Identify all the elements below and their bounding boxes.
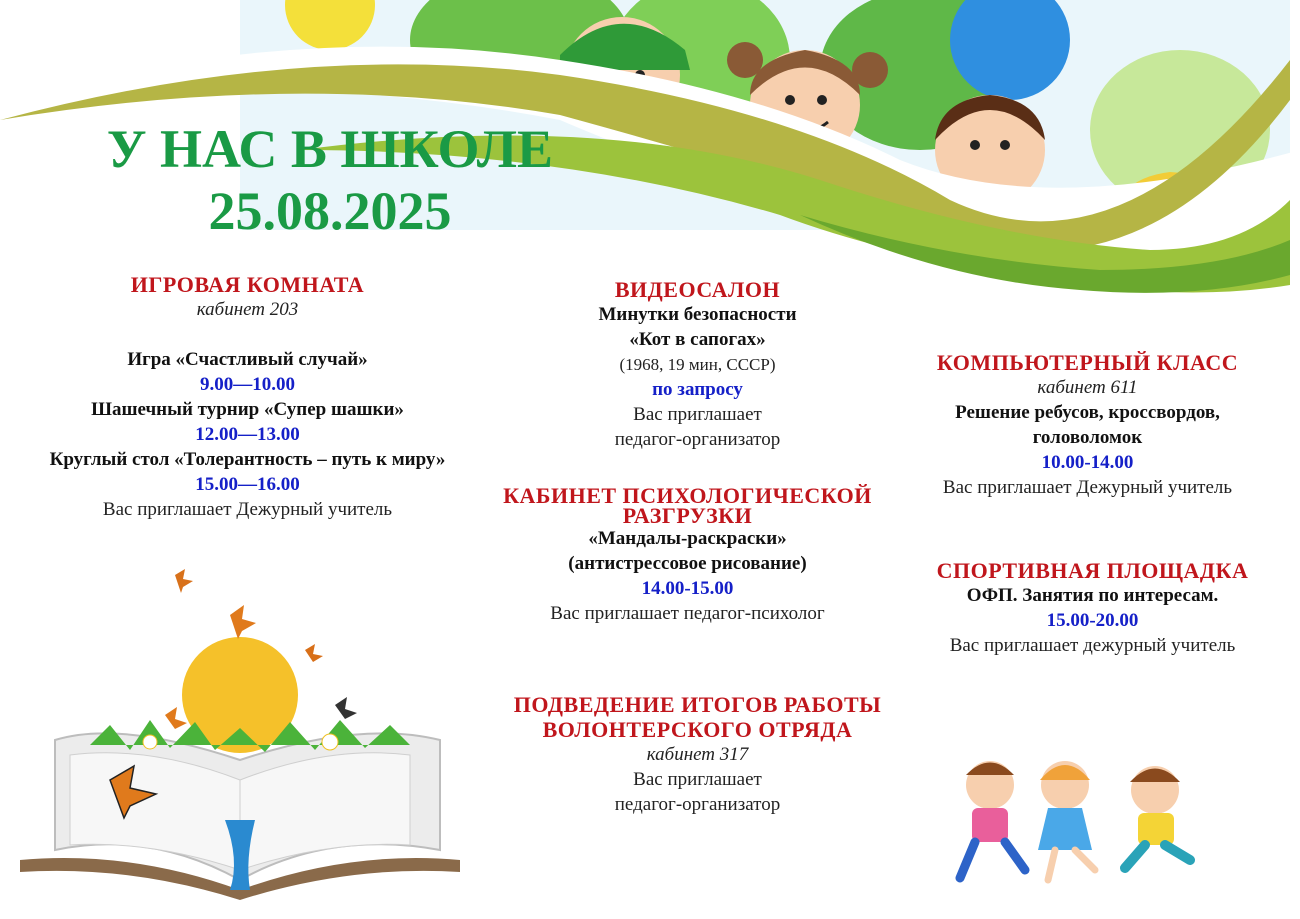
volunteers-section	[495, 692, 900, 817]
event-time: 12.00—13.00	[195, 424, 300, 445]
event-time: 9.00—10.00	[200, 374, 295, 395]
page-title: У НАС В ШКОЛЕ	[106, 119, 554, 179]
computer-class-heading: КОМПЬЮТЕРНЫЙ КЛАСС	[936, 350, 1239, 375]
event-name: Шашечный турнир «Супер шашки»	[91, 399, 404, 420]
game-room-heading: ИГРОВАЯ КОМНАТА	[130, 272, 365, 297]
event-time: 15.00—16.00	[195, 474, 300, 495]
invite-text: педагог-организатор	[614, 429, 781, 450]
film-info: (1968, 19 мин, СССР)	[619, 355, 776, 374]
volunteers-room: кабинет 317	[646, 744, 749, 765]
computer-activity: Решение ребусов, кроссвордов,	[955, 402, 1220, 423]
invite-text: Вас приглашает педагог-психолог	[550, 603, 825, 624]
butterfly-icon	[165, 707, 187, 729]
volunteers-heading: ВОЛОНТЕРСКОГО ОТРЯДА	[542, 717, 853, 742]
psych-activity: (антистрессовое рисование)	[568, 553, 807, 574]
psych-activity: «Мандалы-раскраски»	[588, 528, 787, 549]
video-salon-section	[520, 277, 875, 452]
film-title: «Кот в сапогах»	[629, 329, 766, 350]
sports-ground-section	[905, 558, 1280, 658]
invite-text: Вас приглашает	[633, 404, 762, 425]
butterfly-icon	[305, 644, 323, 662]
running-children-illustration	[960, 761, 1190, 880]
volunteers-heading: ПОДВЕДЕНИЕ ИТОГОВ РАБОТЫ	[513, 692, 882, 717]
video-time: по запросу	[652, 379, 743, 400]
sports-time: 15.00-20.00	[1046, 610, 1139, 631]
computer-class-section	[905, 350, 1270, 500]
psych-room-section	[480, 483, 895, 626]
sports-heading: СПОРТИВНАЯ ПЛОЩАДКА	[936, 558, 1249, 583]
video-salon-heading: ВИДЕОСАЛОН	[614, 277, 781, 302]
page-date: 25.08.2025	[208, 181, 452, 241]
invite-text: Вас приглашает дежурный учитель	[949, 635, 1236, 656]
invite-text: Вас приглашает Дежурный учитель	[102, 499, 393, 520]
computer-class-room: кабинет 611	[1037, 377, 1138, 398]
game-room-section	[20, 272, 475, 522]
butterfly-icon	[230, 605, 256, 639]
invite-text: педагог-организатор	[614, 794, 781, 815]
video-subtitle: Минутки безопасности	[598, 304, 797, 325]
invite-text: Вас приглашает Дежурный учитель	[942, 477, 1233, 498]
butterfly-icon	[335, 697, 357, 719]
psych-room-heading: КАБИНЕТ ПСИХОЛОГИЧЕСКОЙ	[503, 483, 872, 508]
butterfly-icon	[175, 569, 193, 593]
event-name: Игра «Счастливый случай»	[127, 349, 368, 370]
psych-time: 14.00-15.00	[641, 578, 734, 599]
psych-room-heading: РАЗГРУЗКИ	[622, 503, 753, 528]
computer-time: 10.00-14.00	[1041, 452, 1134, 473]
open-book-illustration	[20, 637, 460, 900]
event-name: Круглый стол «Толерантность – путь к миру»	[49, 449, 446, 470]
game-room-number: кабинет 203	[196, 299, 299, 320]
computer-activity: головоломок	[1032, 427, 1143, 448]
sports-activity: ОФП. Занятия по интересам.	[966, 585, 1219, 606]
invite-text: Вас приглашает	[633, 769, 762, 790]
